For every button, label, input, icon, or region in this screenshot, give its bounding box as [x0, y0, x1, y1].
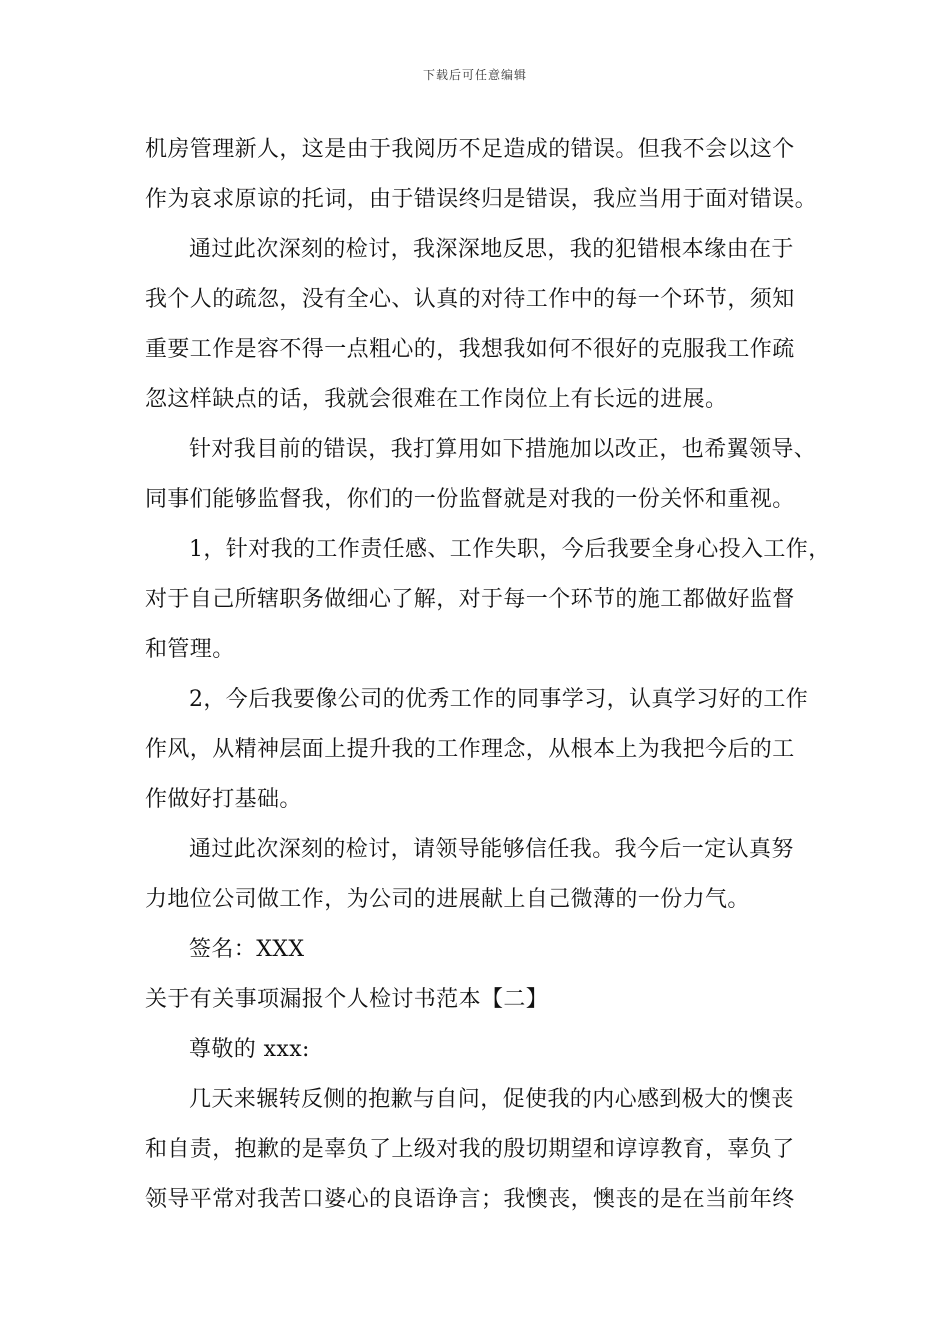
paragraph-line: 针对我目前的错误，我打算用如下措施加以改正，也希翼领导、	[189, 437, 817, 462]
paragraph-line: 机房管理新人，这是由于我阅历不足造成的错误。但我不会以这个	[145, 137, 795, 162]
paragraph-line: 通过此次深刻的检讨，请领导能够信任我。我今后一定认真努	[189, 837, 794, 862]
paragraph-line: 通过此次深刻的检讨，我深深地反思，我的犯错根本缘由在于	[189, 237, 794, 262]
paragraph-line: 我个人的疏忽，没有全心、认真的对待工作中的每一个环节，须知	[145, 287, 795, 312]
paragraph-line: 忽这样缺点的话，我就会很难在工作岗位上有长远的进展。	[145, 387, 728, 412]
list-item-line: 和管理。	[145, 637, 235, 662]
paragraph-line: 重要工作是容不得一点粗心的，我想我如何不很好的克服我工作疏	[145, 337, 795, 362]
paragraph-line: 领导平常对我苦口婆心的良语诤言；我懊丧，懊丧的是在当前年终	[145, 1187, 795, 1212]
list-item-line: 1，针对我的工作责任感、工作失职，今后我要全身心投入工作，	[189, 537, 831, 562]
paragraph-line: 几天来辗转反侧的抱歉与自问，促使我的内心感到极大的懊丧	[189, 1087, 794, 1112]
list-item-line: 2，今后我要像公司的优秀工作的同事学习，认真学习好的工作	[189, 687, 809, 712]
document-body	[145, 130, 831, 1230]
list-item-line: 作做好打基础。	[145, 787, 302, 812]
list-item-line: 作风，从精神层面上提升我的工作理念，从根本上为我把今后的工	[145, 737, 795, 762]
header-note: 下载后可任意编辑	[422, 68, 527, 82]
list-item-line: 对于自己所辖职务做细心了解，对于每一个环节的施工都做好监督	[145, 587, 795, 612]
signature-line: 签名：XXX	[189, 937, 305, 962]
paragraph-line: 同事们能够监督我，你们的一份监督就是对我的一份关怀和重视。	[145, 487, 795, 512]
paragraph-line: 和自责，抱歉的是辜负了上级对我的殷切期望和谆谆教育，辜负了	[145, 1137, 795, 1162]
section-title: 关于有关事项漏报个人检讨书范本【二】	[145, 987, 549, 1012]
paragraph-line: 作为哀求原谅的托词，由于错误终归是错误，我应当用于面对错误。	[145, 187, 818, 212]
paragraph-line: 力地位公司做工作，为公司的进展献上自己微薄的一份力气。	[145, 887, 750, 912]
salutation: 尊敬的 xxx:	[189, 1037, 310, 1062]
